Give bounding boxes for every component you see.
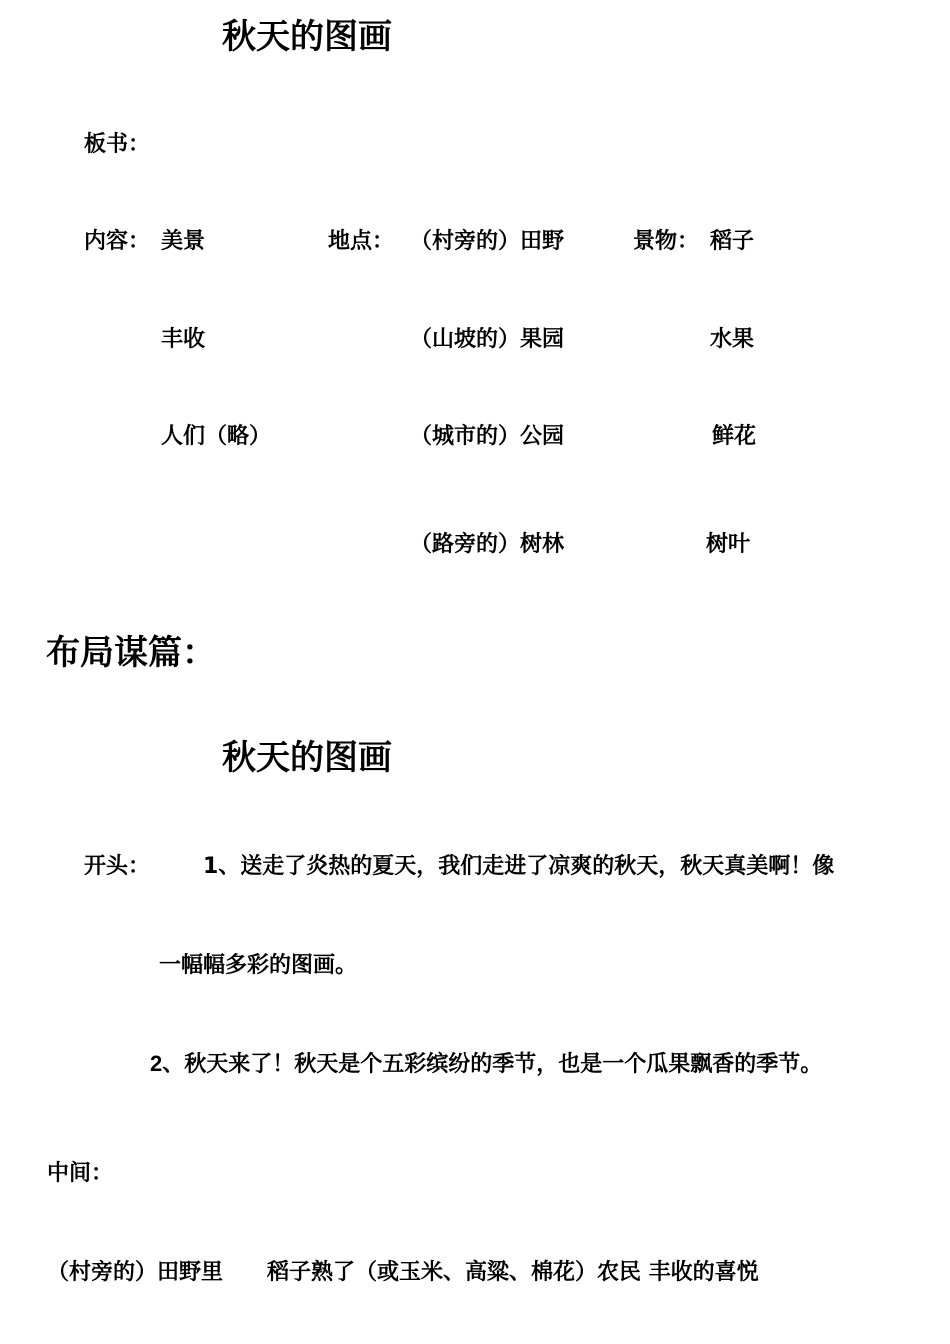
opening-label: 开头： <box>84 854 151 879</box>
location-item: （村旁的）田野 <box>410 229 565 254</box>
scenery-label: 景物： <box>633 229 700 254</box>
scenery-item: 鲜花 <box>712 424 757 449</box>
section-heading: 布局谋篇： <box>46 633 216 673</box>
middle-label: 中间： <box>47 1161 114 1186</box>
content-item: 丰收 <box>161 327 206 352</box>
middle-paragraph-1: （村旁的）田野里 稻子熟了（或玉米、高粱、棉花）农民 丰收的喜悦 <box>47 1260 759 1285</box>
location-label: 地点： <box>328 229 395 254</box>
location-item: （路旁的）树林 <box>410 532 565 557</box>
location-item: （山坡的）果园 <box>410 327 565 352</box>
opening-paragraph-2 <box>150 1053 822 1076</box>
content-item: 美景 <box>161 229 206 254</box>
page-title: 秋天的图画 <box>222 17 392 57</box>
scenery-item: 稻子 <box>710 229 755 254</box>
section-title: 秋天的图画 <box>222 738 392 778</box>
scenery-item: 水果 <box>710 327 755 352</box>
content-label: 内容： <box>84 229 151 254</box>
content-item: 人们（略） <box>161 424 272 449</box>
opening-paragraph-2-number: 2 <box>150 1051 163 1076</box>
opening-paragraph-1-cont: 一幅幅多彩的图画。 <box>159 953 358 978</box>
opening-paragraph-2-text: 、秋天来了！秋天是个五彩缤纷的季节，也是一个瓜果飘香的季节。 <box>162 1052 823 1077</box>
location-item: （城市的）公园 <box>410 424 565 449</box>
scenery-item: 树叶 <box>706 532 751 557</box>
board-label: 板书： <box>84 132 151 157</box>
opening-paragraph-1: 1、送走了炎热的夏天，我们走进了凉爽的秋天，秋天真美啊！像 <box>203 854 835 879</box>
